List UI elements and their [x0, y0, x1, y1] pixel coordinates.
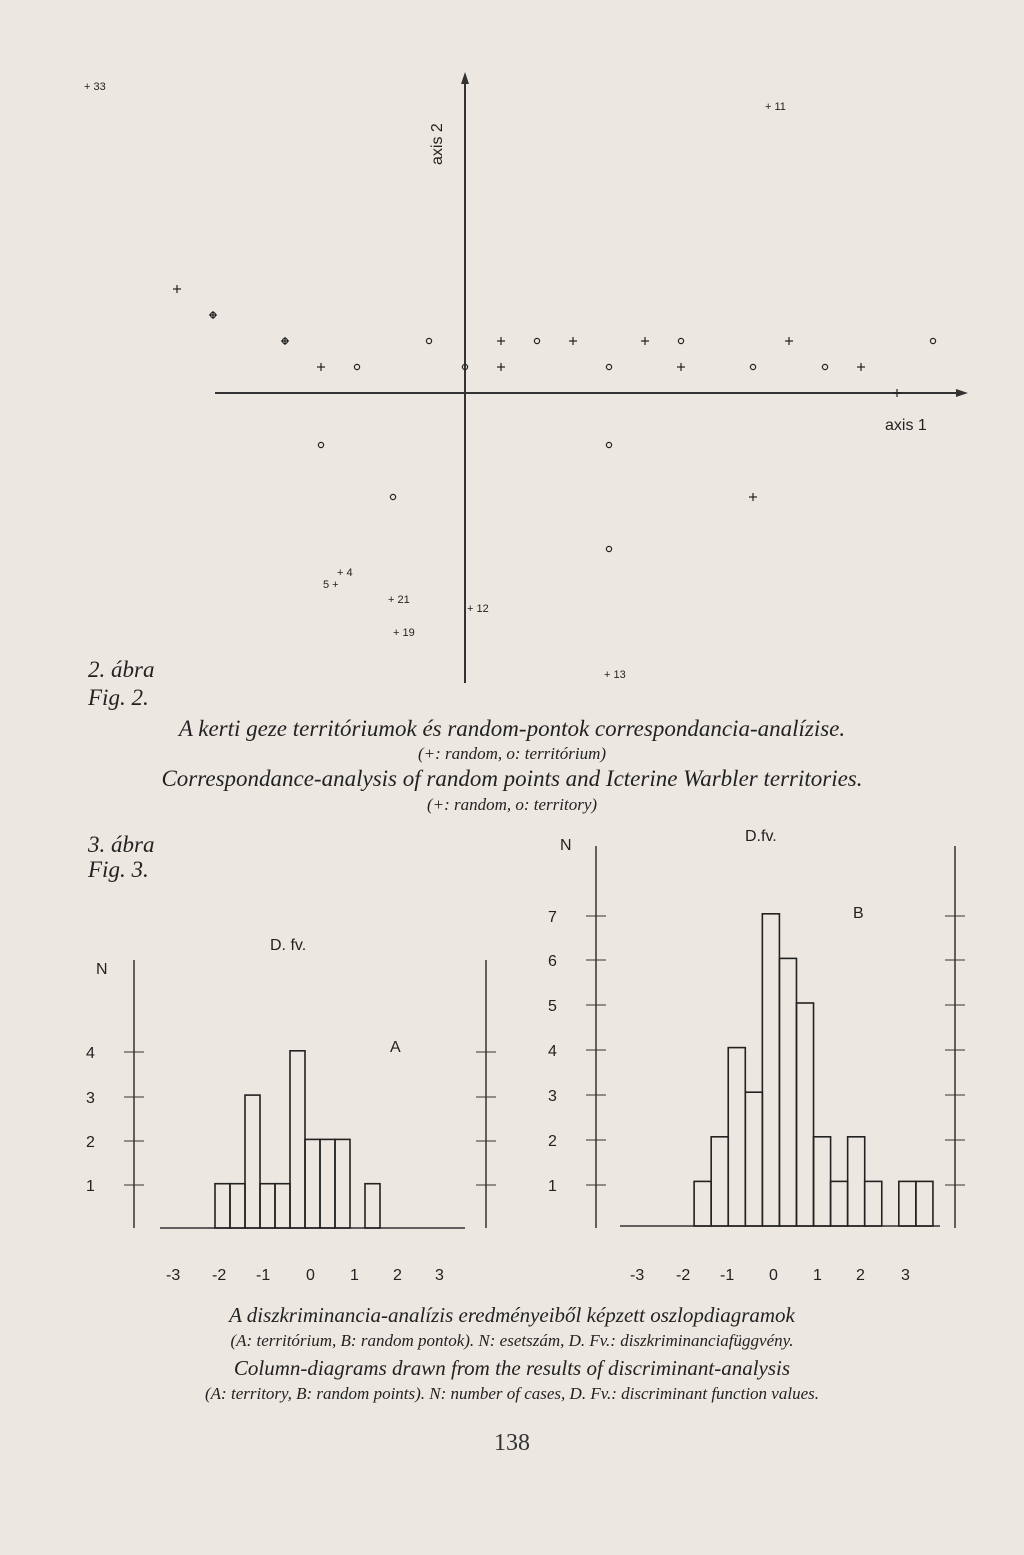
- panel-b-ytick-3: 3: [548, 1088, 557, 1105]
- histogram-bar: [215, 1184, 230, 1228]
- panel-a-xtick: -1: [256, 1267, 271, 1284]
- fig3-caption-en: Column-diagrams drawn from the results of discriminant-analysis: [233, 1356, 791, 1380]
- point-label-21: + 21: [388, 594, 410, 606]
- panel-b-ytick-2: 2: [548, 1133, 557, 1150]
- point-label-12: + 12: [467, 603, 489, 615]
- panel-b-ytick-6: 6: [548, 953, 557, 970]
- point-label-19: + 19: [393, 627, 415, 639]
- fig3-panel-a: [86, 937, 496, 1284]
- point-label-4: + 4: [337, 567, 353, 579]
- panel-b-n-label: N: [560, 837, 572, 854]
- fig2-caption-hu: A kerti geze territóriumok és random-pontok correspondancia-analízise.: [178, 716, 846, 741]
- panel-a-dfv-label: D. fv.: [270, 937, 307, 954]
- histogram-bar: [831, 1181, 848, 1226]
- point-label-11: + 11: [765, 101, 786, 113]
- panel-a-x-ticks: [166, 1267, 444, 1284]
- histogram-bar: [916, 1181, 933, 1226]
- fig2-axis1-label: axis 1: [885, 417, 927, 434]
- panel-b-dfv-label: D.fv.: [745, 828, 777, 845]
- panel-b-x-ticks: [630, 1267, 910, 1284]
- histogram-bar: [728, 1048, 745, 1226]
- histogram-bar: [305, 1139, 320, 1228]
- panel-b-label: B: [853, 905, 864, 922]
- panel-b-ytick-7: 7: [548, 909, 557, 926]
- panel-b-ytick-4: 4: [548, 1043, 557, 1060]
- fig3-caption-hu: A diszkriminancia-analízis eredményeiből képzett oszlopdiagramok: [229, 1303, 795, 1327]
- panel-a-bars: [215, 1051, 380, 1228]
- panel-b-bars: [694, 914, 933, 1226]
- panel-b-xtick: 0: [769, 1267, 778, 1284]
- histogram-bar: [694, 1181, 711, 1226]
- panel-b-y-ticks: [548, 909, 965, 1195]
- panel-a-xtick: -3: [166, 1267, 181, 1284]
- fig2-legend-hu: (+: random, o: territórium): [417, 744, 607, 763]
- panel-a-xtick: -2: [212, 1267, 227, 1284]
- panel-a-label: A: [390, 1039, 401, 1056]
- histogram-bar: [848, 1137, 865, 1226]
- panel-b-xtick: 2: [856, 1267, 865, 1284]
- histogram-bar: [711, 1137, 728, 1226]
- histogram-bar: [260, 1184, 275, 1228]
- histogram-bar: [899, 1181, 916, 1226]
- panel-b-ytick-1: 1: [548, 1178, 557, 1195]
- panel-a-xtick: 3: [435, 1267, 444, 1284]
- panel-a-n-label: N: [96, 961, 108, 978]
- histogram-bar: [779, 958, 796, 1226]
- fig2-legend-en: (+: random, o: territory): [426, 795, 598, 814]
- panel-a-ytick-3: 3: [86, 1090, 95, 1107]
- page-number: 138: [494, 1430, 530, 1456]
- histogram-bar: [745, 1092, 762, 1226]
- fig2-axis2-label: axis 2: [429, 123, 446, 165]
- fig3-legend-hu: (A: territórium, B: random pontok). N: esetszám, D. Fv.: diszkriminanciafüggvény.: [230, 1331, 794, 1350]
- histogram-bar: [814, 1137, 831, 1226]
- panel-b-xtick: 1: [813, 1267, 822, 1284]
- histogram-bar: [245, 1095, 260, 1228]
- fig3-fig-label: Fig. 3.: [88, 857, 149, 882]
- panel-b-xtick: -2: [676, 1267, 691, 1284]
- point-label-5: 5 +: [323, 579, 339, 591]
- fig3-legend-en: (A: territory, B: random points). N: number of cases, D. Fv.: discriminant function values.: [205, 1384, 819, 1403]
- histogram-bar: [335, 1139, 350, 1228]
- histogram-bar: [230, 1184, 245, 1228]
- histogram-bar: [320, 1139, 335, 1228]
- panel-a-ytick-2: 2: [86, 1134, 95, 1151]
- panel-a-ytick-1: 1: [86, 1178, 95, 1195]
- fig2-abra-label: 2. ábra: [88, 657, 155, 682]
- fig3-abra-label: 3. ábra: [88, 832, 155, 857]
- fig2-caption-en: Correspondance-analysis of random points and Icterine Warbler territories.: [161, 766, 863, 791]
- panel-a-y-ticks: [86, 1045, 496, 1195]
- histogram-bar: [290, 1051, 305, 1228]
- histogram-bar: [275, 1184, 290, 1228]
- fig2-fig-label: Fig. 2.: [88, 685, 149, 710]
- histogram-bar: [365, 1184, 380, 1228]
- histogram-bar: [796, 1003, 813, 1226]
- point-label-13: + 13: [604, 669, 626, 681]
- panel-b-ytick-5: 5: [548, 998, 557, 1015]
- histogram-bar: [762, 914, 779, 1226]
- panel-a-xtick: 0: [306, 1267, 315, 1284]
- fig3-panel-b: [548, 828, 965, 1284]
- histogram-bar: [865, 1181, 882, 1226]
- panel-b-xtick: -3: [630, 1267, 645, 1284]
- panel-a-ytick-4: 4: [86, 1045, 95, 1062]
- panel-a-xtick: 1: [350, 1267, 359, 1284]
- panel-b-xtick: 3: [901, 1267, 910, 1284]
- point-label-33: + 33: [84, 81, 106, 93]
- panel-a-xtick: 2: [393, 1267, 402, 1284]
- panel-b-xtick: -1: [720, 1267, 735, 1284]
